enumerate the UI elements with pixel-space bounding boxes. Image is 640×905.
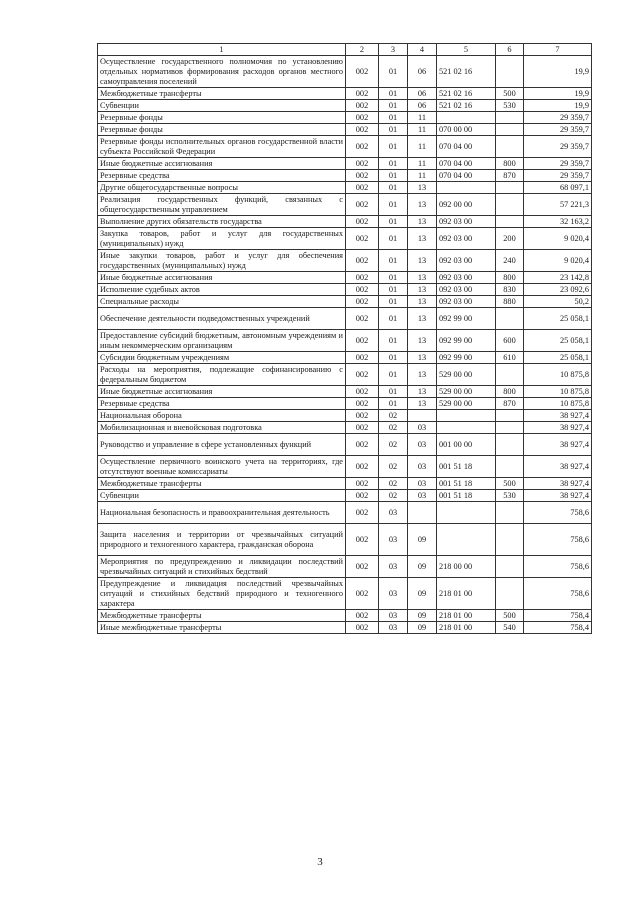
subsection-code-cell: 11 [408,136,437,158]
row-name-cell: Иные бюджетные ассигнования [98,386,346,398]
target-article-code-cell: 218 01 00 [437,578,496,610]
ministry-code-cell: 002 [346,308,379,330]
amount-cell: 23 092,6 [524,284,592,296]
row-name-cell: Национальная оборона [98,410,346,422]
expense-type-code-cell [496,124,524,136]
ministry-code-cell: 002 [346,622,379,634]
target-article-code-cell: 092 00 00 [437,194,496,216]
ministry-code-cell: 002 [346,216,379,228]
row-name-cell: Специальные расходы [98,296,346,308]
table-row [98,610,592,622]
ministry-code-cell: 002 [346,112,379,124]
subsection-code-cell: 03 [408,456,437,478]
subsection-code-cell: 13 [408,272,437,284]
ministry-code-cell: 002 [346,352,379,364]
row-name-cell: Осуществление первичного воинского учета на территориях, где отсутствуют военные комиссариаты [98,456,346,478]
section-code-cell: 01 [379,250,408,272]
ministry-code-cell: 002 [346,182,379,194]
amount-cell: 29 359,7 [524,170,592,182]
table-row [98,124,592,136]
section-code-cell: 01 [379,88,408,100]
amount-cell: 758,6 [524,556,592,578]
expense-type-code-cell [496,556,524,578]
table-row [98,556,592,578]
section-code-cell: 03 [379,610,408,622]
subsection-code-cell: 13 [408,308,437,330]
section-code-cell: 01 [379,170,408,182]
table-row [98,296,592,308]
row-name-cell: Субвенции [98,100,346,112]
section-code-cell: 01 [379,136,408,158]
row-name-cell: Субсидии бюджетным учреждениям [98,352,346,364]
expense-type-code-cell: 610 [496,352,524,364]
table-row [98,216,592,228]
target-article-code-cell: 070 04 00 [437,136,496,158]
subsection-code-cell: 13 [408,216,437,228]
table-row [98,272,592,284]
amount-cell: 9 020,4 [524,250,592,272]
amount-cell: 38 927,4 [524,490,592,502]
column-header-3: 3 [379,44,408,56]
ministry-code-cell: 002 [346,556,379,578]
expense-type-code-cell: 800 [496,272,524,284]
subsection-code-cell: 13 [408,296,437,308]
section-code-cell: 03 [379,502,408,524]
ministry-code-cell: 002 [346,502,379,524]
amount-cell: 19,9 [524,88,592,100]
amount-cell: 29 359,7 [524,158,592,170]
section-code-cell: 01 [379,216,408,228]
ministry-code-cell: 002 [346,422,379,434]
subsection-code-cell: 13 [408,250,437,272]
expense-type-code-cell [496,422,524,434]
row-name-cell: Предоставление субсидий бюджетным, автономным учреждениям и иным некоммерческим организациям [98,330,346,352]
table-row [98,578,592,610]
amount-cell: 19,9 [524,100,592,112]
expense-type-code-cell [496,112,524,124]
table-row [98,386,592,398]
column-header-5: 5 [437,44,496,56]
table-row [98,88,592,100]
ministry-code-cell: 002 [346,228,379,250]
subsection-code-cell: 03 [408,434,437,456]
table-header-row [98,44,592,56]
table-row [98,228,592,250]
subsection-code-cell: 09 [408,578,437,610]
ministry-code-cell: 002 [346,410,379,422]
expense-type-code-cell [496,136,524,158]
expense-type-code-cell [496,502,524,524]
target-article-code-cell: 092 03 00 [437,272,496,284]
amount-cell: 38 927,4 [524,478,592,490]
table-row [98,112,592,124]
ministry-code-cell: 002 [346,194,379,216]
expense-type-code-cell: 500 [496,610,524,622]
row-name-cell: Резервные средства [98,170,346,182]
table-row [98,56,592,88]
section-code-cell: 02 [379,422,408,434]
expense-type-code-cell [496,308,524,330]
expense-type-code-cell: 200 [496,228,524,250]
target-article-code-cell: 092 99 00 [437,308,496,330]
row-name-cell: Субвенции [98,490,346,502]
table-body [98,56,592,634]
row-name-cell: Защита населения и территории от чрезвычайных ситуаций природного и техногенного характера, гражданская оборона [98,524,346,556]
expense-type-code-cell [496,456,524,478]
expense-type-code-cell [496,182,524,194]
expense-type-code-cell: 530 [496,100,524,112]
table-row [98,308,592,330]
row-name-cell: Руководство и управление в сфере установленных функций [98,434,346,456]
expense-type-code-cell: 870 [496,170,524,182]
ministry-code-cell: 002 [346,330,379,352]
ministry-code-cell: 002 [346,124,379,136]
row-name-cell: Межбюджетные трансферты [98,88,346,100]
subsection-code-cell: 13 [408,182,437,194]
target-article-code-cell [437,112,496,124]
table-row [98,182,592,194]
amount-cell: 25 058,1 [524,308,592,330]
ministry-code-cell: 002 [346,88,379,100]
target-article-code-cell: 001 51 18 [437,478,496,490]
target-article-code-cell: 001 00 00 [437,434,496,456]
subsection-code-cell: 06 [408,100,437,112]
ministry-code-cell: 002 [346,578,379,610]
amount-cell: 38 927,4 [524,410,592,422]
amount-cell: 10 875,8 [524,364,592,386]
table-row [98,398,592,410]
amount-cell: 19,9 [524,56,592,88]
expense-type-code-cell [496,578,524,610]
expense-type-code-cell: 880 [496,296,524,308]
target-article-code-cell: 070 00 00 [437,124,496,136]
target-article-code-cell: 001 51 18 [437,456,496,478]
table-row [98,330,592,352]
row-name-cell: Другие общегосударственные вопросы [98,182,346,194]
table-row [98,250,592,272]
ministry-code-cell: 002 [346,100,379,112]
table-row [98,490,592,502]
row-name-cell: Иные межбюджетные трансферты [98,622,346,634]
amount-cell: 32 163,2 [524,216,592,228]
budget-table [97,43,592,634]
target-article-code-cell: 529 00 00 [437,386,496,398]
expense-type-code-cell [496,410,524,422]
ministry-code-cell: 002 [346,364,379,386]
row-name-cell: Иные бюджетные ассигнования [98,272,346,284]
subsection-code-cell: 13 [408,364,437,386]
section-code-cell: 01 [379,386,408,398]
subsection-code-cell [408,502,437,524]
expense-type-code-cell [496,524,524,556]
subsection-code-cell: 06 [408,88,437,100]
target-article-code-cell: 001 51 18 [437,490,496,502]
section-code-cell: 01 [379,124,408,136]
table-row [98,158,592,170]
column-header-4: 4 [408,44,437,56]
column-header-7: 7 [524,44,592,56]
row-name-cell: Мобилизационная и вневойсковая подготовка [98,422,346,434]
expense-type-code-cell: 530 [496,490,524,502]
row-name-cell: Исполнение судебных актов [98,284,346,296]
row-name-cell: Иные закупки товаров, работ и услуг для обеспечения государственных (муниципальных) нужд [98,250,346,272]
section-code-cell: 02 [379,456,408,478]
table-row [98,524,592,556]
table-row [98,502,592,524]
subsection-code-cell: 13 [408,398,437,410]
expense-type-code-cell [496,434,524,456]
amount-cell: 758,6 [524,524,592,556]
target-article-code-cell: 218 01 00 [437,610,496,622]
target-article-code-cell: 070 04 00 [437,170,496,182]
table-row [98,422,592,434]
ministry-code-cell: 002 [346,250,379,272]
target-article-code-cell: 092 99 00 [437,352,496,364]
column-header-6: 6 [496,44,524,56]
expense-type-code-cell: 540 [496,622,524,634]
expense-type-code-cell: 240 [496,250,524,272]
subsection-code-cell: 11 [408,158,437,170]
section-code-cell: 01 [379,56,408,88]
row-name-cell: Предупреждение и ликвидация последствий чрезвычайных ситуаций и стихийных бедствий природного и техногенного характера [98,578,346,610]
ministry-code-cell: 002 [346,272,379,284]
row-name-cell: Расходы на мероприятия, подлежащие софинансированию с федеральным бюджетом [98,364,346,386]
amount-cell: 758,4 [524,610,592,622]
row-name-cell: Резервные фонды исполнительных органов государственной власти субъекта Российской Федерации [98,136,346,158]
ministry-code-cell: 002 [346,478,379,490]
amount-cell: 38 927,4 [524,434,592,456]
target-article-code-cell: 070 04 00 [437,158,496,170]
expense-type-code-cell: 500 [496,478,524,490]
section-code-cell: 03 [379,524,408,556]
ministry-code-cell: 002 [346,490,379,502]
target-article-code-cell: 529 00 00 [437,364,496,386]
amount-cell: 25 058,1 [524,352,592,364]
target-article-code-cell: 521 02 16 [437,56,496,88]
section-code-cell: 01 [379,364,408,386]
table-row [98,410,592,422]
table-row [98,434,592,456]
subsection-code-cell: 09 [408,622,437,634]
target-article-code-cell [437,410,496,422]
ministry-code-cell: 002 [346,284,379,296]
target-article-code-cell: 092 03 00 [437,228,496,250]
section-code-cell: 01 [379,112,408,124]
target-article-code-cell: 218 01 00 [437,622,496,634]
subsection-code-cell: 09 [408,556,437,578]
expense-type-code-cell: 800 [496,158,524,170]
table-row [98,284,592,296]
section-code-cell: 01 [379,158,408,170]
subsection-code-cell: 13 [408,228,437,250]
expense-type-code-cell [496,56,524,88]
section-code-cell: 01 [379,296,408,308]
expense-type-code-cell: 800 [496,386,524,398]
row-name-cell: Обеспечение деятельности подведомственных учреждений [98,308,346,330]
section-code-cell: 02 [379,434,408,456]
row-name-cell: Мероприятия по предупреждению и ликвидации последствий чрезвычайных ситуаций и стихийных бедствий [98,556,346,578]
subsection-code-cell: 13 [408,284,437,296]
amount-cell: 57 221,3 [524,194,592,216]
ministry-code-cell: 002 [346,398,379,410]
ministry-code-cell: 002 [346,136,379,158]
expense-type-code-cell: 600 [496,330,524,352]
page-number: 3 [317,856,323,868]
row-name-cell: Осуществление государственного полномочия по установлению отдельных нормативов формирования расходов органов местного самоуправления поселений [98,56,346,88]
amount-cell: 38 927,4 [524,422,592,434]
expense-type-code-cell: 500 [496,88,524,100]
target-article-code-cell: 218 00 00 [437,556,496,578]
row-name-cell: Закупка товаров, работ и услуг для государственных (муниципальных) нужд [98,228,346,250]
ministry-code-cell: 002 [346,170,379,182]
target-article-code-cell: 092 99 00 [437,330,496,352]
amount-cell: 23 142,8 [524,272,592,284]
section-code-cell: 01 [379,330,408,352]
expense-type-code-cell: 870 [496,398,524,410]
ministry-code-cell: 002 [346,386,379,398]
section-code-cell: 03 [379,556,408,578]
row-name-cell: Резервные средства [98,398,346,410]
subsection-code-cell: 09 [408,524,437,556]
table-row [98,194,592,216]
section-code-cell: 01 [379,284,408,296]
section-code-cell: 01 [379,352,408,364]
table-row [98,364,592,386]
subsection-code-cell [408,410,437,422]
ministry-code-cell: 002 [346,456,379,478]
row-name-cell: Выполнение других обязательств государства [98,216,346,228]
table-row [98,456,592,478]
subsection-code-cell: 13 [408,352,437,364]
subsection-code-cell: 11 [408,170,437,182]
target-article-code-cell [437,182,496,194]
target-article-code-cell: 092 03 00 [437,216,496,228]
expense-type-code-cell [496,216,524,228]
amount-cell: 68 097,1 [524,182,592,194]
subsection-code-cell: 13 [408,386,437,398]
row-name-cell: Межбюджетные трансферты [98,478,346,490]
subsection-code-cell: 03 [408,490,437,502]
amount-cell: 29 359,7 [524,124,592,136]
target-article-code-cell: 529 00 00 [437,398,496,410]
section-code-cell: 01 [379,228,408,250]
row-name-cell: Межбюджетные трансферты [98,610,346,622]
target-article-code-cell: 521 02 16 [437,100,496,112]
subsection-code-cell: 09 [408,610,437,622]
column-header-2: 2 [346,44,379,56]
amount-cell: 10 875,8 [524,386,592,398]
amount-cell: 29 359,7 [524,112,592,124]
amount-cell: 38 927,4 [524,456,592,478]
amount-cell: 758,6 [524,502,592,524]
section-code-cell: 01 [379,194,408,216]
section-code-cell: 03 [379,622,408,634]
table-row [98,622,592,634]
table-row [98,136,592,158]
row-name-cell: Иные бюджетные ассигнования [98,158,346,170]
section-code-cell: 01 [379,182,408,194]
target-article-code-cell: 521 02 16 [437,88,496,100]
row-name-cell: Реализация государственных функций, связанных с общегосударственным управлением [98,194,346,216]
amount-cell: 29 359,7 [524,136,592,158]
ministry-code-cell: 002 [346,434,379,456]
ministry-code-cell: 002 [346,610,379,622]
subsection-code-cell: 13 [408,194,437,216]
target-article-code-cell [437,422,496,434]
section-code-cell: 03 [379,578,408,610]
subsection-code-cell: 13 [408,330,437,352]
table-row [98,100,592,112]
target-article-code-cell: 092 03 00 [437,284,496,296]
target-article-code-cell: 092 03 00 [437,250,496,272]
ministry-code-cell: 002 [346,158,379,170]
amount-cell: 9 020,4 [524,228,592,250]
section-code-cell: 01 [379,100,408,112]
target-article-code-cell [437,502,496,524]
section-code-cell: 01 [379,272,408,284]
section-code-cell: 02 [379,490,408,502]
target-article-code-cell [437,524,496,556]
section-code-cell: 02 [379,410,408,422]
amount-cell: 50,2 [524,296,592,308]
column-header-1: 1 [98,44,346,56]
expense-type-code-cell [496,364,524,386]
section-code-cell: 02 [379,478,408,490]
section-code-cell: 01 [379,308,408,330]
target-article-code-cell: 092 03 00 [437,296,496,308]
row-name-cell: Национальная безопасность и правоохранительная деятельность [98,502,346,524]
ministry-code-cell: 002 [346,296,379,308]
subsection-code-cell: 11 [408,112,437,124]
table-row [98,352,592,364]
subsection-code-cell: 03 [408,422,437,434]
expense-type-code-cell [496,194,524,216]
subsection-code-cell: 11 [408,124,437,136]
ministry-code-cell: 002 [346,56,379,88]
row-name-cell: Резервные фонды [98,124,346,136]
subsection-code-cell: 06 [408,56,437,88]
section-code-cell: 01 [379,398,408,410]
row-name-cell: Резервные фонды [98,112,346,124]
ministry-code-cell: 002 [346,524,379,556]
amount-cell: 25 058,1 [524,330,592,352]
table-row [98,478,592,490]
amount-cell: 758,4 [524,622,592,634]
table-row [98,170,592,182]
subsection-code-cell: 03 [408,478,437,490]
amount-cell: 758,6 [524,578,592,610]
amount-cell: 10 875,8 [524,398,592,410]
expense-type-code-cell: 830 [496,284,524,296]
